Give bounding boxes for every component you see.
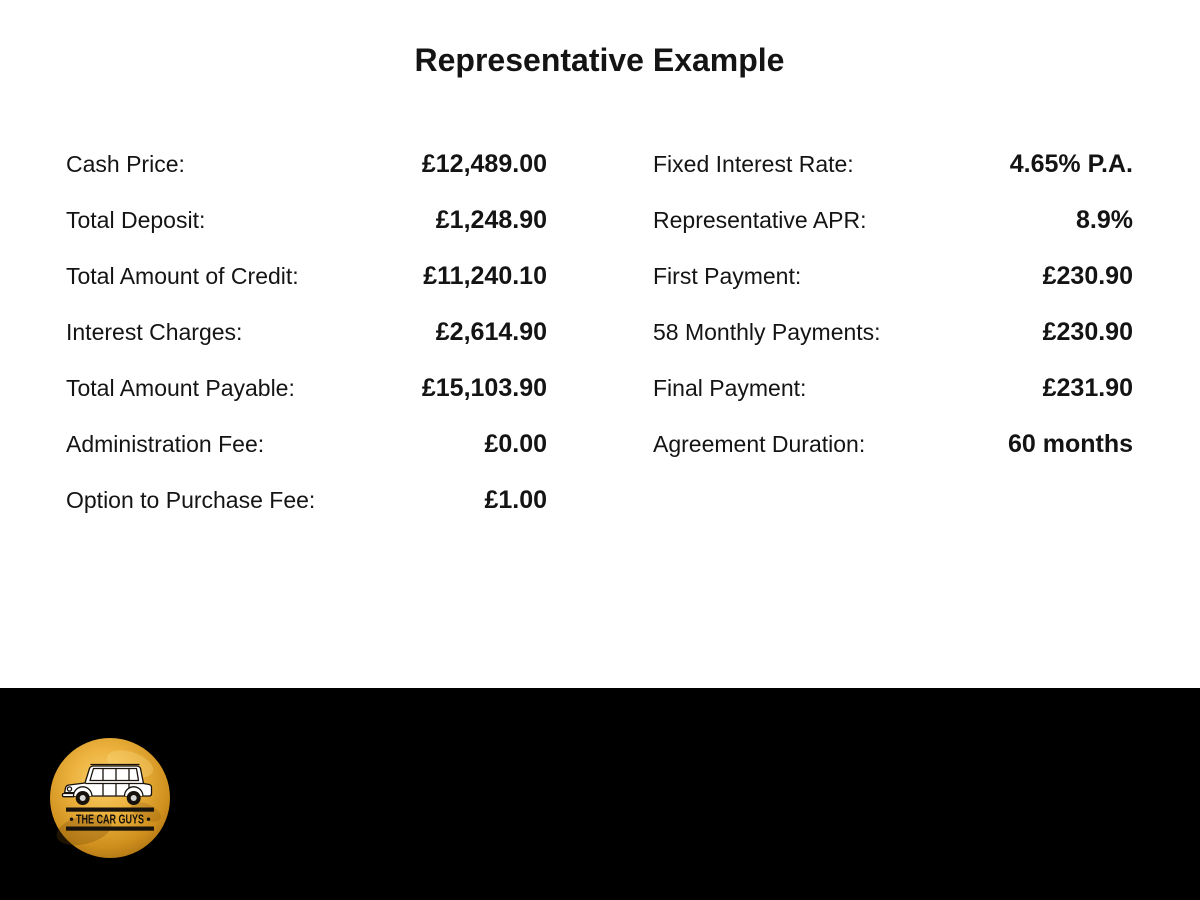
logo-wordmark (66, 808, 154, 831)
row-value: £15,103.90 (421, 373, 547, 402)
table-row (653, 136, 1133, 192)
table-row (66, 416, 547, 472)
row-label: Option to Purchase Fee: (66, 486, 316, 513)
row-label: Total Amount Payable: (66, 374, 295, 401)
row-value: £11,240.10 (423, 261, 547, 290)
row-label: Cash Price: (66, 150, 185, 177)
row-label: Fixed Interest Rate: (653, 150, 854, 177)
table-row (66, 360, 547, 416)
table-row (66, 136, 547, 192)
row-value: £2,614.90 (435, 317, 547, 346)
row-label: Agreement Duration: (653, 430, 866, 457)
row-value: £0.00 (484, 429, 547, 458)
page-title: Representative Example (414, 42, 785, 78)
brand-logo-graphic (50, 738, 170, 858)
finance-table (66, 136, 1133, 528)
table-row (653, 304, 1133, 360)
row-value: £12,489.00 (421, 149, 547, 178)
row-label: Final Payment: (653, 374, 807, 401)
table-row (653, 248, 1133, 304)
table-row (66, 304, 547, 360)
row-label: Interest Charges: (66, 318, 243, 345)
row-label: Total Amount of Credit: (66, 262, 299, 289)
row-label: Administration Fee: (66, 430, 265, 457)
table-row (66, 472, 547, 528)
row-label: Total Deposit: (66, 206, 206, 233)
table-row (66, 248, 547, 304)
row-value: £1,248.90 (435, 205, 547, 234)
row-label: Representative APR: (653, 206, 867, 233)
table-row (653, 416, 1133, 472)
logo-text: THE CAR GUYS (76, 812, 144, 827)
footer (0, 688, 1200, 900)
row-value: 60 months (1007, 429, 1133, 458)
row-value: 8.9% (1076, 205, 1133, 234)
row-value: 4.65% P.A. (1009, 149, 1133, 178)
row-value: £231.90 (1042, 373, 1133, 402)
brand-logo (50, 738, 170, 858)
row-value: £1.00 (484, 485, 547, 514)
table-row (653, 360, 1133, 416)
table-row (66, 192, 547, 248)
row-label: First Payment: (653, 262, 802, 289)
table-row (653, 192, 1133, 248)
row-value: £230.90 (1042, 261, 1133, 290)
finance-table-left-column (66, 136, 547, 528)
finance-table-right-column (653, 136, 1133, 528)
row-label: 58 Monthly Payments: (653, 318, 881, 345)
row-value: £230.90 (1042, 317, 1133, 346)
